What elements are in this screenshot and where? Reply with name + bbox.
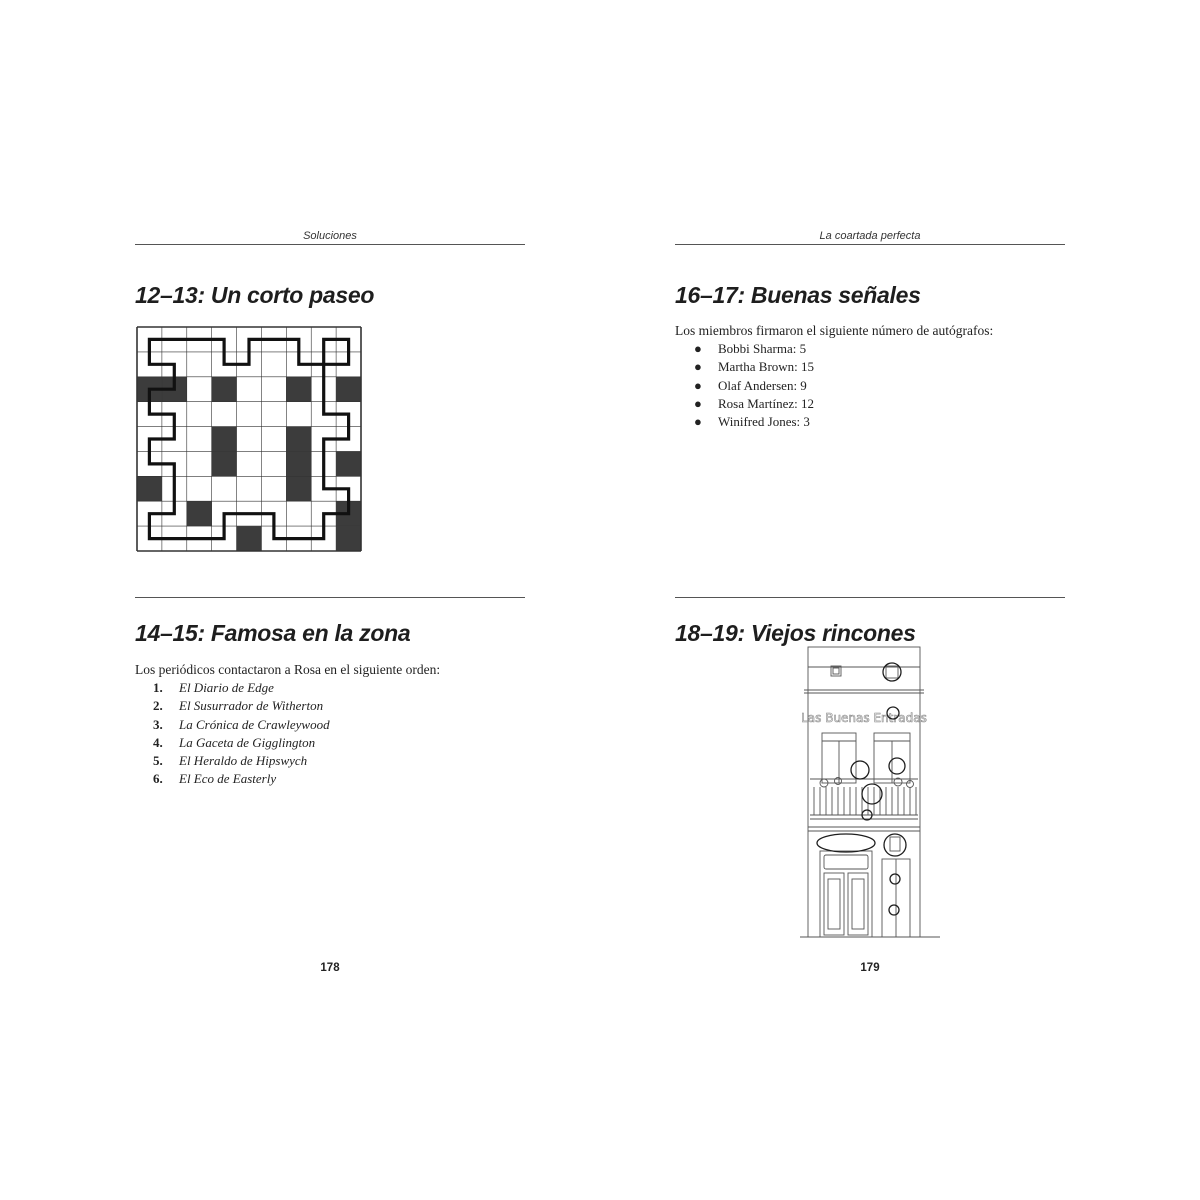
shaded-cell	[187, 501, 212, 526]
difference-circle	[817, 834, 875, 852]
page-number: 178	[320, 962, 340, 974]
running-head: La coartada perfecta	[819, 230, 921, 242]
shaded-cell	[212, 377, 237, 402]
section-title-12-13: 12–13: Un corto paseo	[135, 282, 375, 308]
shaded-cell	[286, 427, 311, 452]
difference-circle	[862, 784, 882, 804]
newspaper-name: El Heraldo de Hipswych	[179, 753, 308, 769]
section-title-14-15: 14–15: Famosa en la zona	[135, 620, 411, 646]
bullet: ●	[694, 377, 702, 393]
bullet: ●	[694, 359, 702, 375]
shaded-cell	[212, 451, 237, 476]
member-count: Rosa Martínez: 12	[718, 395, 815, 411]
list-number: 4.	[153, 734, 163, 750]
shaded-cell	[336, 451, 361, 476]
member-count: Olaf Andersen: 9	[718, 377, 807, 393]
list-number: 5.	[153, 753, 163, 769]
newspaper-name: El Diario de Edge	[179, 680, 274, 695]
list-number: 6.	[153, 771, 163, 787]
shaded-cell	[212, 427, 237, 452]
bullet: ●	[694, 341, 702, 356]
member-count: Winifred Jones: 3	[718, 414, 810, 430]
section-title-16-17: 16–17: Buenas señales	[675, 282, 921, 308]
difference-circle	[889, 758, 905, 774]
newspaper-name: La Crónica de Crawleywood	[179, 716, 330, 732]
bullet: ●	[694, 395, 702, 411]
member-count: Bobbi Sharma: 5	[718, 341, 807, 356]
bullet: ●	[694, 414, 702, 430]
shaded-cell	[137, 476, 162, 501]
newspaper-name: El Susurrador de Witherton	[179, 698, 324, 714]
header-rule	[675, 244, 1065, 245]
left-page	[135, 0, 525, 1200]
facade-sign: Las Buenas Entradas	[801, 711, 927, 725]
shaded-cell	[286, 451, 311, 476]
list-number: 1.	[153, 680, 163, 695]
difference-circle	[890, 874, 900, 884]
newspaper-name: El Eco de Easterly	[179, 771, 277, 787]
running-head: Soluciones	[303, 230, 357, 242]
page-number: 179	[860, 962, 880, 974]
shaded-cell	[286, 377, 311, 402]
right-page	[675, 0, 1065, 1200]
building-facade-illustration	[800, 645, 940, 941]
section-divider	[135, 597, 525, 598]
solution-path	[149, 339, 348, 538]
difference-circle	[851, 761, 869, 779]
section-intro: Los periódicos contactaron a Rosa en el siguiente orden:	[135, 662, 441, 677]
shaded-cell	[286, 476, 311, 501]
section-intro: Los miembros firmaron el siguiente número de autógrafos:	[675, 323, 994, 338]
maze-grid-solution	[136, 326, 362, 553]
shaded-cell	[336, 526, 361, 551]
member-count: Martha Brown: 15	[718, 359, 815, 375]
shaded-cell	[336, 377, 361, 402]
section-divider	[675, 597, 1065, 598]
list-number: 2.	[153, 698, 163, 714]
section-title-18-19: 18–19: Viejos rincones	[675, 620, 916, 646]
newspaper-name: La Gaceta de Gigglington	[179, 734, 316, 750]
shaded-cell	[237, 526, 262, 551]
header-rule	[135, 244, 525, 245]
list-number: 3.	[153, 716, 163, 732]
difference-circle	[889, 905, 899, 915]
